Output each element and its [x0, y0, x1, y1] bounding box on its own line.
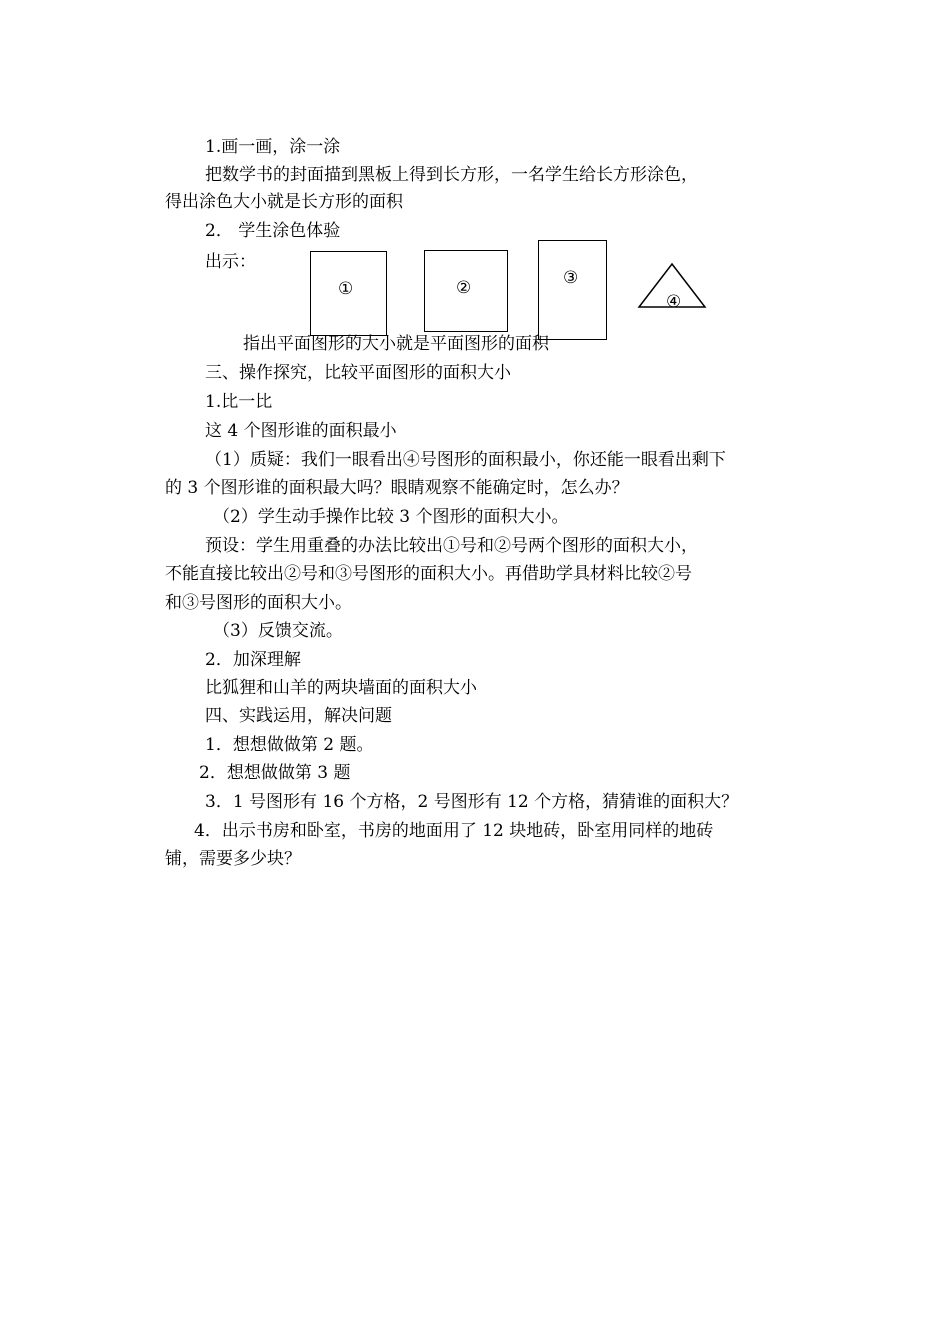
step-deepen: 2．加深理解 — [205, 650, 301, 670]
paragraph-line: 预设：学生用重叠的办法比较出①号和②号两个图形的面积大小， — [205, 536, 698, 556]
square-figure-2 — [424, 250, 508, 332]
paragraph-line: （3）反馈交流。 — [213, 621, 343, 641]
paragraph-line: 比狐狸和山羊的两块墙面的面积大小 — [205, 678, 477, 698]
paragraph-line: 这 4 个图形谁的面积最小 — [205, 421, 397, 441]
paragraph-line: 的 3 个图形谁的面积最大吗？眼睛观察不能确定时，怎么办？ — [165, 478, 629, 498]
show-label: 出示： — [205, 252, 256, 272]
exercise-item: 1．想想做做第 2 题。 — [205, 735, 374, 755]
section-heading-3: 三、操作探究，比较平面图形的面积大小 — [205, 363, 511, 383]
paragraph-line: 不能直接比较出②号和③号图形的面积大小。再借助学具材料比较②号 — [165, 564, 692, 584]
figure-label-2: ② — [456, 278, 472, 298]
figure-label-1: ① — [338, 279, 354, 299]
paragraph-line: 把数学书的封面描到黑板上得到长方形，一名学生给长方形涂色， — [205, 165, 698, 185]
paragraph-line: 铺，需要多少块？ — [165, 849, 301, 869]
exercise-item: 3．1 号图形有 16 个方格，2 号图形有 12 个方格，猜猜谁的面积大？ — [205, 792, 739, 812]
step-draw-and-color: 1.画一画，涂一涂 — [205, 137, 341, 157]
exercise-item: 2．想想做做第 3 题 — [199, 763, 351, 783]
rectangle-figure-3 — [538, 240, 607, 340]
figure-label-3: ③ — [563, 268, 579, 288]
section-heading-4: 四、实践运用，解决问题 — [205, 706, 392, 726]
paragraph-line: 指出平面图形的大小就是平面图形的面积 — [243, 334, 549, 354]
step-compare: 1.比一比 — [205, 392, 273, 412]
paragraph-line: （2）学生动手操作比较 3 个图形的面积大小。 — [213, 507, 569, 527]
figure-label-4: ④ — [666, 292, 682, 312]
paragraph-line: （1）质疑：我们一眼看出④号图形的面积最小，你还能一眼看出剩下 — [205, 450, 726, 470]
exercise-item: 4．出示书房和卧室，书房的地面用了 12 块地砖，卧室用同样的地砖 — [194, 821, 714, 841]
step-coloring-experience: 2． 学生涂色体验 — [205, 221, 341, 241]
paragraph-line: 和③号图形的面积大小。 — [165, 593, 352, 613]
paragraph-line: 得出涂色大小就是长方形的面积 — [165, 192, 403, 212]
square-figure-1 — [310, 251, 387, 336]
